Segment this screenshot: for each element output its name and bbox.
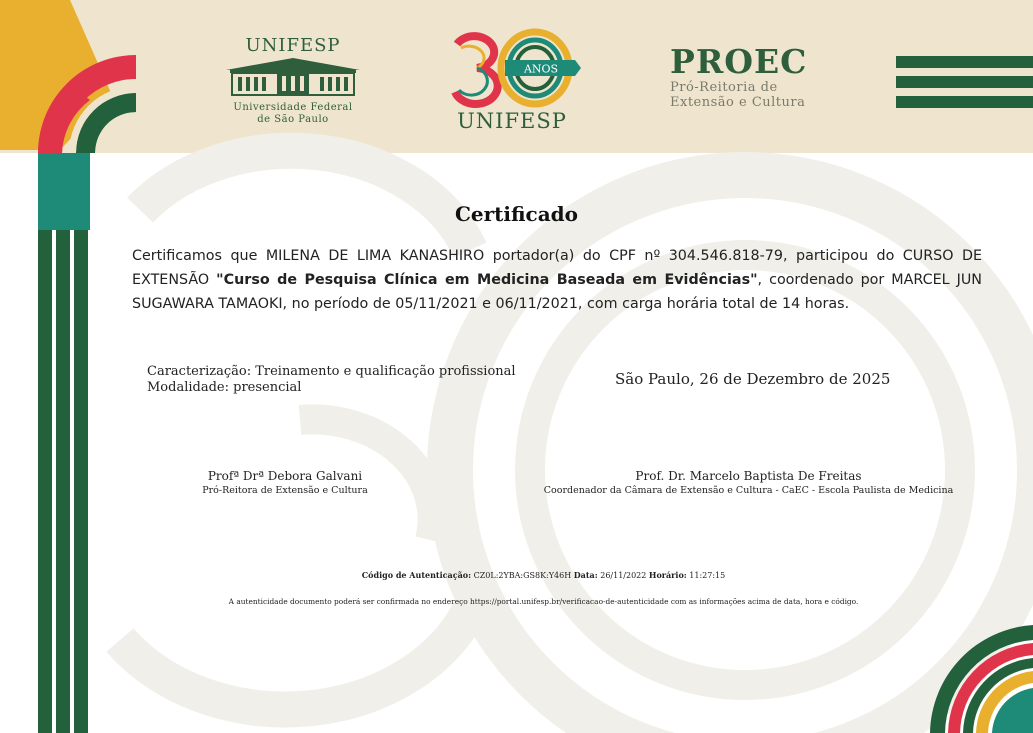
auth-time-value: 11:27:15 — [689, 571, 726, 580]
auth-code-label: Código de Autenticação: — [361, 570, 472, 580]
auth-code-value: CZ0L:2YBA:GS8K:Y46H — [473, 571, 572, 580]
anniversary-logo-name: UNIFESP — [457, 109, 567, 133]
building-icon — [222, 56, 364, 98]
auth-date-value: 26/11/2022 — [600, 571, 647, 580]
anniversary-logo — [447, 28, 587, 138]
certificate-body — [132, 244, 982, 316]
proec-logo-name: PROEC — [670, 42, 808, 81]
signature-name: Profª Drª Debora Galvani — [207, 469, 363, 483]
course-details — [147, 364, 516, 396]
proec-logo — [670, 44, 850, 124]
course-name: "Curso de Pesquisa Clínica em Medicina Baseada em Evidências" — [216, 272, 758, 288]
auth-time-label: Horário: — [648, 570, 687, 580]
city-date: São Paulo, 26 de Dezembro de 2025 — [615, 370, 891, 388]
characterization-text: Caracterização: Treinamento e qualificação profissional — [147, 364, 516, 379]
unifesp-logo — [222, 36, 364, 132]
unifesp-logo-name: UNIFESP — [245, 35, 341, 56]
proec-logo-line2: Extensão e Cultura — [670, 95, 806, 110]
body-text-part2: , coordenado por MARCEL JUN SUGAWARA TAMAOKI, no período de 05/11/2021 e 06/11/2021, com carga horária total de 14 horas. — [132, 272, 982, 312]
anniversary-badge: ANOS — [523, 62, 559, 76]
anniversary-30-mark — [447, 28, 587, 110]
authenticity-note: A autenticidade documento poderá ser confirmada no endereço https://portal.unifesp.br/verificacao-de-autenticidade com as informações acima de data, hora e código. — [228, 597, 859, 606]
signature-role: Pró-Reitora de Extensão e Cultura — [202, 485, 368, 496]
signature-left — [190, 469, 380, 497]
signature-right — [540, 469, 957, 497]
left-green-stripe — [38, 230, 52, 733]
authentication-line — [0, 570, 1033, 580]
certificate-title: Certificado — [454, 202, 579, 226]
proec-logo-line1: Pró-Reitoria de — [670, 80, 778, 95]
header-green-stripe — [896, 56, 1033, 68]
signature-name: Prof. Dr. Marcelo Baptista De Freitas — [635, 469, 862, 483]
modality-text: Modalidade: presencial — [147, 380, 302, 395]
signature-role: Coordenador da Câmara de Extensão e Cultura - CaEC - Escola Paulista de Medicina — [543, 485, 954, 496]
unifesp-logo-line2: de São Paulo — [257, 114, 329, 125]
auth-date-label: Data: — [573, 570, 598, 580]
body-text-part1: Certificamos que MILENA DE LIMA KANASHIRO portador(a) do CPF nº 304.546.818-79, participou do CURSO DE EXTENSÃO — [132, 248, 982, 288]
unifesp-logo-line1: Universidade Federal — [233, 102, 353, 113]
